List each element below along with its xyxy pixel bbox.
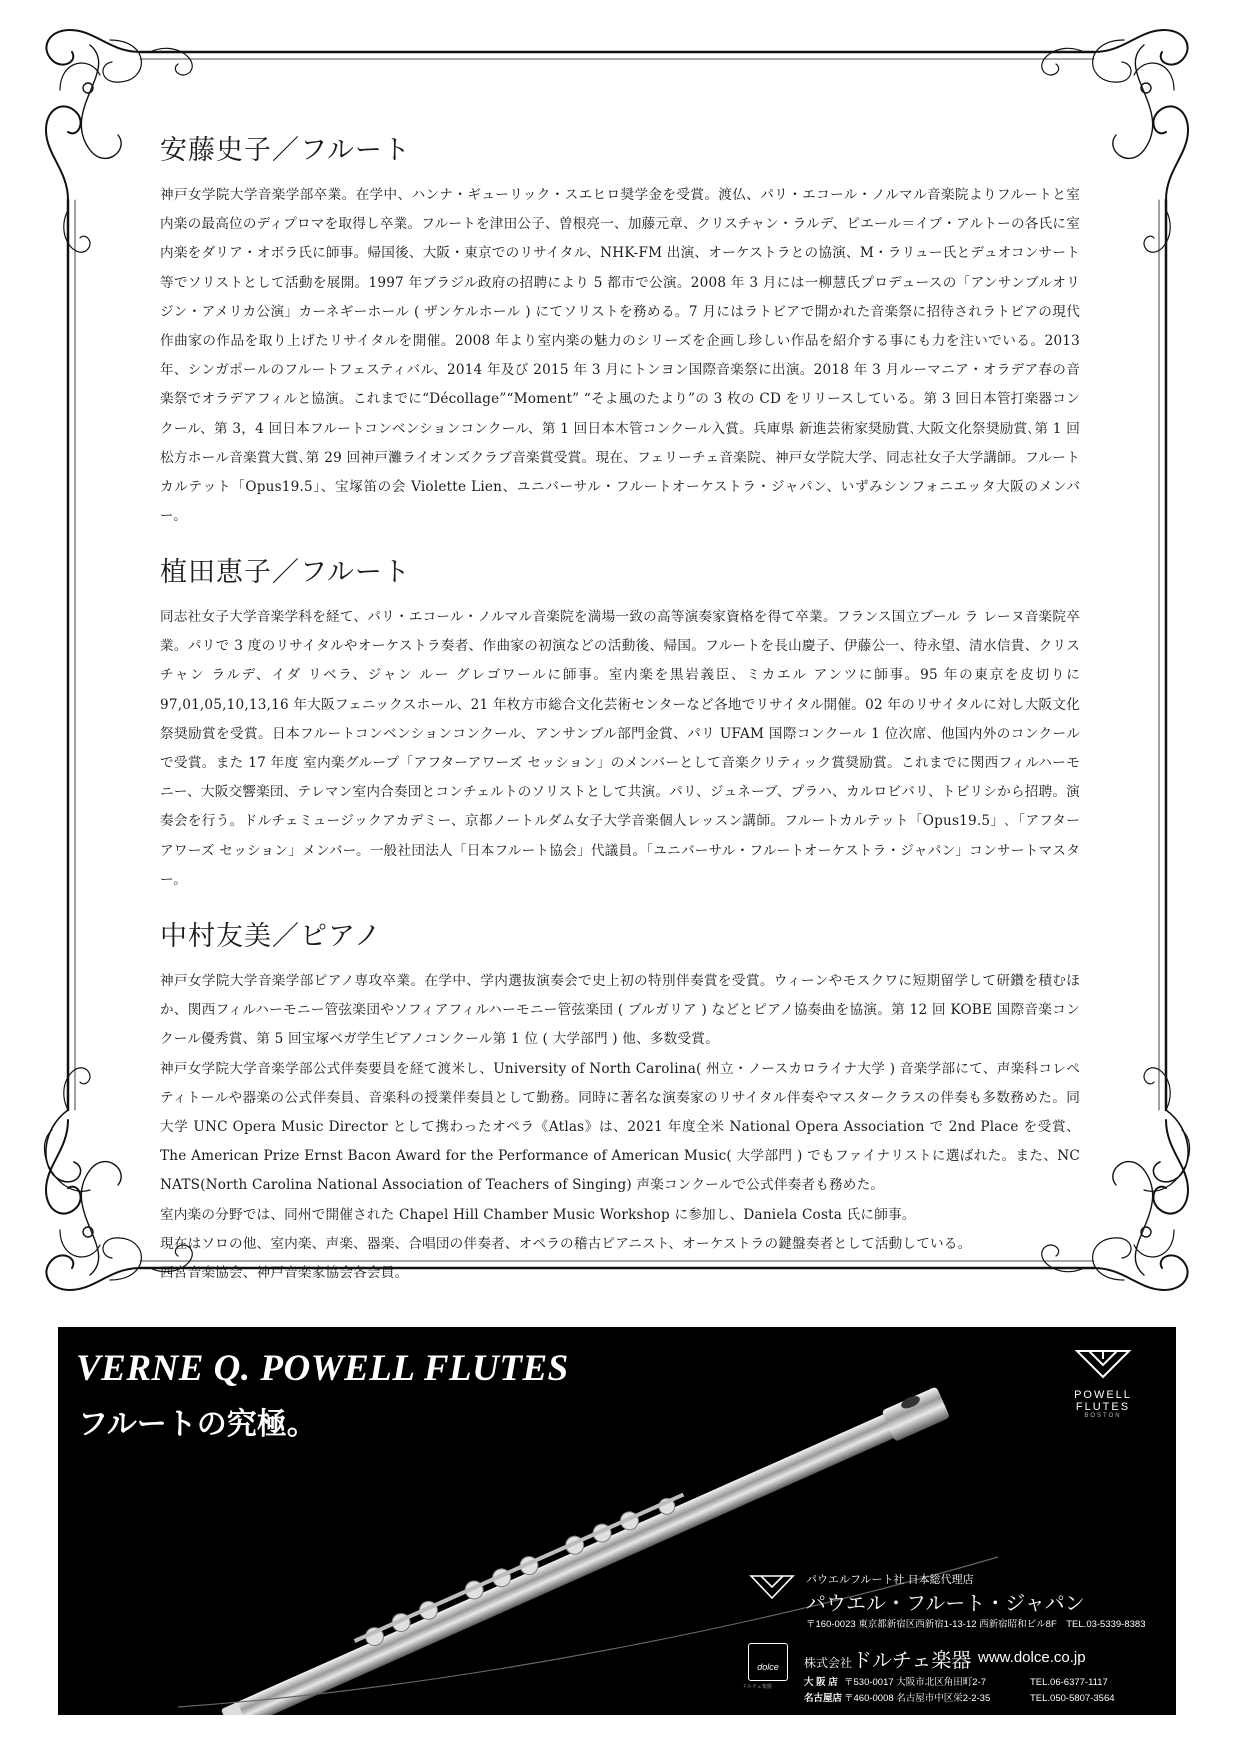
dolce-company (804, 1644, 971, 1673)
dolce-company-prefix: 株式会社 (804, 1656, 853, 1670)
agent-address: 〒160-0023 東京都新宿区西新宿1-13-12 西新宿昭和ビル8F TEL.03-5339-8383 (806, 1619, 1146, 1630)
dolce-url[interactable]: www.dolce.co.jp (978, 1649, 1086, 1666)
dolce-logo (748, 1643, 788, 1681)
powell-logo-icon (1073, 1347, 1133, 1381)
powell-flutes-ad (58, 1327, 1176, 1715)
powell-brand-name: POWELL FLUTES (1074, 1389, 1132, 1413)
powell-small-logo-icon (748, 1573, 796, 1601)
branch-nagoya (804, 1690, 1115, 1704)
bio-nakamura-para-2: 神戸女学院大学音楽学部公式伴奏要員を経て渡米し、University of North Carolina( 州立・ノースカロライナ大学 ) 音楽学部にて、声楽科コレペティトールや器楽の公式伴奏員、音楽科の授業伴奏員として勤務。同時に著名な演奏家のリサイタル伴奏やマスタークラスの伴奏も多数務めた。同大学 UNC Opera Music Director として携わったオペラ《Atlas》は、2021 年度全米 National Opera Association で 2nd Place を受賞、The American Prize Ernst Bacon Award for the Performance of American Music( 大学部門 ) でもファイナリストに選ばれた。また、NC NATS(North Carolina National Association of Teachers of Singing) 声楽コンクールで公式伴奏者も務めた。 (160, 1060, 1080, 1194)
bio-nakamura-para-1: 神戸女学院大学音楽学部ピアノ専攻卒業。在学中、学内選抜演奏会で史上初の特別伴奏賞を受賞。ウィーンやモスクワに短期留学して研鑽を積むほか、関西フィルハーモニー管弦楽団やソフィアフィルハーモニー管弦楽団 ( ブルガリア ) などとピアノ協奏曲を協演。第 12 回 KOBE 国際音楽コンクール優秀賞、第 5 回宝塚ベガ学生ピアノコンクール第 1 位 ( 大学部門 ) 他、多数受賞。 (160, 973, 1080, 1048)
powell-brand-sub: BOSTON (1084, 1413, 1122, 1419)
agent-label: パウエルフルート社 日本総代理店 (806, 1574, 974, 1586)
bio-ueda-text: 同志社女子大学音楽学科を経て、パリ・エコール・ノルマル音楽院を満場一致の高等演奏家資格を得て卒業。フランス国立ブール ラ レーヌ音楽院卒業。パリで 3 度のリサイタルやオーケストラ奏者、作曲家の初演などの活動後、帰国。フルートを長山慶子、伊藤公一、待永望、清水信貴、クリスチャン ラルデ、イダ リベラ、ジャン ルー グレゴワールに師事。室内楽を黒岩義臣、ミカエル アンツに師事。95 年の東京を皮切りに 97,01,05,10,13,16 年大阪フェニックスホール、21 年枚方市総合文化芸術センターなど各地でリサイタル開催。02 年のリサイタルに対し大阪文化祭奨励賞を受賞。日本フルートコンベンションコンクール、アンサンブル部門金賞、パリ UFAM 国際コンクール 1 位次席、他国内外のコンクールで受賞。また 17 年度 室内楽グループ「アフターアワーズ セッション」のメンバーとして音楽クリティック賞奨励賞。これまでに関西フィルハーモニー、大阪交響楽団、テレマン室内合奏団とコンチェルトのソリストとして共演。パリ、ジュネーブ、プラハ、カルロビバリ、トビリシから招聘。演奏会を行う。ドルチェミュージックアカデミー、京都ノートルダム女子大学音楽個人レッスン講師。フルートカルテット「Opus19.5」､「アフター アワーズ セッション」メンバー。一般社団法人「日本フルート協会」代議員。「ユニバーサル・フルートオーケストラ・ジャパン」コンサートマスター。 (160, 609, 1080, 888)
ad-tagline: フルートの究極。 (78, 1407, 317, 1442)
bio-ueda (160, 550, 1080, 895)
branch-address: 〒460-0008 名古屋市中区栄2-2-35 (844, 1693, 991, 1704)
branch-tel: TEL.06-6377-1117 (1030, 1677, 1108, 1688)
bio-nakamura (160, 914, 1080, 1288)
branch-name: 名古屋店 (804, 1693, 843, 1704)
branch-address: 〒530-0017 大阪市北区角田町2-7 (844, 1677, 987, 1688)
dolce-logo-note: ドルチェ楽器 (742, 1684, 772, 1690)
branch-name: 大 阪 店 (804, 1677, 838, 1688)
bio-ueda-name: 植田恵子／フルート (160, 557, 411, 588)
ad-title: VERNE Q. POWELL FLUTES (76, 1348, 569, 1389)
bio-ando (160, 128, 1080, 531)
bio-ando-text: 神戸女学院大学音楽学部卒業。在学中、ハンナ・ギューリック・スエヒロ奨学金を受賞。渡仏、パリ・エコール・ノルマル音楽院よりフルートと室内楽の最高位のディプロマを取得し卒業。フルートを津田公子、曽根亮一、加藤元章、クリスチャン・ラルデ、ピエール＝イブ・アルトーの各氏に室内楽をダリア・オボラ氏に師事。帰国後、大阪・東京でのリサイタル、NHK-FM 出演、オーケストラとの協演、M・ラリュー氏とデュオコンサート等でソリストとして活動を展開。1997 年ブラジル政府の招聘により 5 都市で公演。2008 年 3 月には一柳慧氏プロデュースの「アンサンブルオリジン・アメリカ公演」カーネギーホール ( ザンケルホール ) にてソリストを務める。7 月にはラトビアで開かれた音楽祭に招待されラトビアの現代作曲家の作品を取り上げたリサイタルを開催。2008 年より室内楽の魅力のシリーズを企画し珍しい作品を紹介する事にも力を注いでいる。2013 年、シンガポールのフルートフェスティバル、2014 年及び 2015 年 3 月にトンヨン国際音楽祭に出演。2018 年 3 月ルーマニア・オラデア春の音楽祭でオラデアフィルと協演。これまでに“Décollage”“Moment” “そよ風のたより”の 3 枚の CD をリリースしている。第 3 回日本管打楽器コンクール、第 3，4 回日本フルートコンベンションコンクール、第 1 回日本木管コンクール入賞。兵庫県 新進芸術家奨励賞､大阪文化祭奨励賞､第 1 回松方ホール音楽賞大賞､第 29 回神戸灘ライオンズクラブ音楽賞受賞。現在、フェリーチェ音楽院、神戸女学院大学、同志社女子大学講師。フルートカルテット「Opus19.5」、宝塚笛の会 Violette Lien、ユニバーサル・フルートオーケストラ・ジャパン、いずみシンフォニエッタ大阪のメンバー。 (160, 187, 1080, 525)
bio-nakamura-para-5: 西宮音楽協会、神戸音楽家協会各会員。 (160, 1265, 409, 1282)
bio-nakamura-name: 中村友美／ピアノ (160, 921, 382, 952)
dolce-logo-word: dolce (757, 1662, 779, 1672)
branch-tel: TEL.050-5807-3564 (1030, 1693, 1115, 1704)
dolce-company-name: ドルチェ楽器 (852, 1650, 972, 1672)
bio-nakamura-para-3: 室内楽の分野では、同州で開催された Chapel Hill Chamber Music Workshop に参加し、Daniela Costa 氏に師事。 (160, 1206, 916, 1223)
powell-logo (1048, 1347, 1158, 1419)
branch-osaka (804, 1674, 1108, 1688)
bio-ando-name: 安藤史子／フルート (160, 135, 411, 166)
bio-nakamura-para-4: 現在はソロの他、室内楽、声楽、器楽、合唱団の伴奏者、オペラの稽古ピアニスト、オーケストラの鍵盤奏者として活動している。 (160, 1235, 972, 1252)
agent-name: パウエル・フルート・ジャパン (806, 1593, 1085, 1615)
